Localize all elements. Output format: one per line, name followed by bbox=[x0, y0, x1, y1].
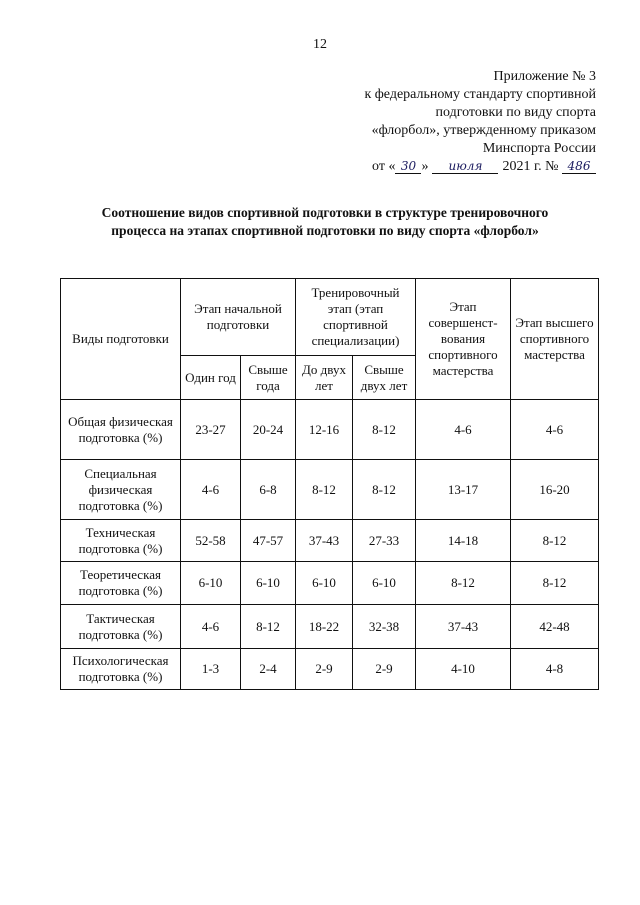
table-cell: 1-3 bbox=[181, 649, 241, 690]
table-cell: 23-27 bbox=[181, 400, 241, 460]
table-row bbox=[61, 605, 599, 649]
appendix-line: Приложение № 3 bbox=[493, 69, 596, 84]
header-stage-higher: Этап высшего спортивного мастерства bbox=[511, 279, 599, 400]
table-cell: 6-8 bbox=[241, 460, 296, 520]
table-cell: 8-12 bbox=[511, 562, 599, 605]
subheader-over-two: Свыше двух лет bbox=[353, 356, 416, 400]
table-cell: 18-22 bbox=[296, 605, 353, 649]
appendix-line: к федеральному стандарту спортивной bbox=[364, 87, 596, 102]
table-cell: 20-24 bbox=[241, 400, 296, 460]
subheader-up-to-two: До двух лет bbox=[296, 356, 353, 400]
table-cell: 6-10 bbox=[353, 562, 416, 605]
table-cell: 8-12 bbox=[416, 562, 511, 605]
table-cell: 6-10 bbox=[296, 562, 353, 605]
header-stage-training: Тренировочный этап (этап спортивной специализации) bbox=[296, 279, 416, 356]
table-cell: 6-10 bbox=[241, 562, 296, 605]
table-cell: 37-43 bbox=[416, 605, 511, 649]
table-cell: 4-6 bbox=[181, 605, 241, 649]
table-cell: 12-16 bbox=[296, 400, 353, 460]
handwritten-day: 30 bbox=[395, 159, 421, 174]
table-cell: 4-6 bbox=[181, 460, 241, 520]
header-kinds: Виды подготовки bbox=[61, 279, 181, 400]
appendix-line: «флорбол», утвержденному приказом bbox=[371, 123, 596, 138]
row-label: Психологическая подготовка (%) bbox=[61, 649, 181, 690]
table-cell: 27-33 bbox=[353, 520, 416, 562]
table-row bbox=[61, 520, 599, 562]
table-cell: 2-9 bbox=[353, 649, 416, 690]
table-cell: 16-20 bbox=[511, 460, 599, 520]
row-label: Общая физическая подготовка (%) bbox=[61, 400, 181, 460]
row-label: Теоретическая подготовка (%) bbox=[61, 562, 181, 605]
table-cell: 4-6 bbox=[416, 400, 511, 460]
table-cell: 32-38 bbox=[353, 605, 416, 649]
title-line: Соотношение видов спортивной подготовки в структуре тренировочного bbox=[101, 205, 549, 220]
table-cell: 6-10 bbox=[181, 562, 241, 605]
row-label: Техническая подготовка (%) bbox=[61, 520, 181, 562]
title-line: процесса на этапах спортивной подготовки по виду спорта «флорбол» bbox=[111, 223, 539, 238]
appendix-block bbox=[318, 68, 596, 176]
table-cell: 2-4 bbox=[241, 649, 296, 690]
row-label: Специальная физическая подготовка (%) bbox=[61, 460, 181, 520]
table-cell: 8-12 bbox=[353, 460, 416, 520]
table-cell: 47-57 bbox=[241, 520, 296, 562]
table-cell: 52-58 bbox=[181, 520, 241, 562]
table-row bbox=[61, 562, 599, 605]
training-ratio-table bbox=[60, 278, 599, 690]
appendix-line: подготовки по виду спорта bbox=[435, 105, 596, 120]
table-row bbox=[61, 649, 599, 690]
table-row bbox=[61, 400, 599, 460]
table-row bbox=[61, 460, 599, 520]
table-cell: 37-43 bbox=[296, 520, 353, 562]
table-cell: 2-9 bbox=[296, 649, 353, 690]
page-number: 12 bbox=[313, 37, 327, 52]
appendix-line: Минспорта России bbox=[482, 141, 596, 156]
table-cell: 8-12 bbox=[241, 605, 296, 649]
date-mid: » bbox=[421, 159, 429, 174]
date-year: 2021 г. № bbox=[502, 159, 559, 174]
handwritten-month: июля bbox=[432, 159, 498, 174]
row-label: Тактическая подготовка (%) bbox=[61, 605, 181, 649]
subheader-one-year: Один год bbox=[181, 356, 241, 400]
handwritten-order-number: 486 bbox=[562, 159, 596, 174]
table-cell: 8-12 bbox=[353, 400, 416, 460]
table-cell: 42-48 bbox=[511, 605, 599, 649]
table-cell: 4-10 bbox=[416, 649, 511, 690]
header-row bbox=[61, 279, 599, 356]
header-stage-initial: Этап начальной подготовки bbox=[181, 279, 296, 356]
table-cell: 13-17 bbox=[416, 460, 511, 520]
table-cell: 4-8 bbox=[511, 649, 599, 690]
order-date-line bbox=[318, 158, 596, 176]
subheader-over-year: Свыше года bbox=[241, 356, 296, 400]
table-cell: 4-6 bbox=[511, 400, 599, 460]
date-prefix: от « bbox=[372, 159, 396, 174]
document-title bbox=[60, 204, 590, 240]
header-stage-improvement: Этап совершенст-вования спортивного мастерства bbox=[416, 279, 511, 400]
table-cell: 14-18 bbox=[416, 520, 511, 562]
table-cell: 8-12 bbox=[296, 460, 353, 520]
table-cell: 8-12 bbox=[511, 520, 599, 562]
